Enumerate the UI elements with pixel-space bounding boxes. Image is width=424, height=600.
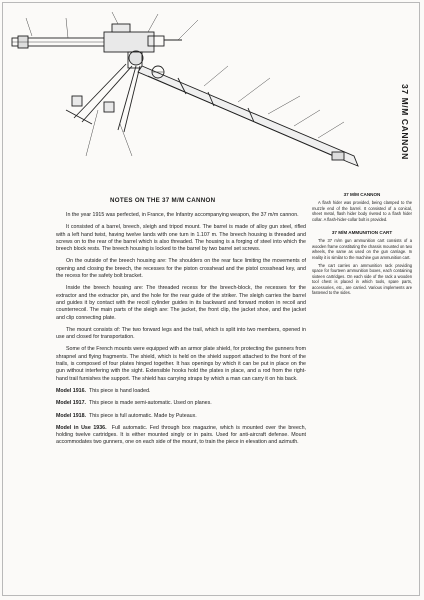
model-label: Model 1916.	[56, 387, 87, 394]
model-entry	[56, 425, 306, 447]
model-label: Model 1918.	[56, 412, 87, 419]
model-text: This piece is made semi-automatic. Used on planes.	[88, 400, 212, 407]
right-paragraph: A flash hider was provided, being clamped to the muzzle end of the barrel. It consisted of a conical, sheet metal, flash hider body riveted to a flash hider collar. A flash-hider-collar bolt is provided.	[312, 200, 412, 222]
notes-body	[56, 212, 306, 452]
notes-paragraph: Inside the breech housing are: The threaded recess for the breech-block, the recesses for the extractor and the extractor pin, and the hole for the rear guide of the striker. The sleigh carries the barrel and guides it by contact with the recoil cylinder guides in its backward and forward motion in recoil and counterrecoil. The main parts of the sleigh are: The jacket, the front clip, the jacket shoe, and the jacket and clip connecting plate.	[56, 285, 306, 321]
model-entry	[56, 388, 306, 395]
notes-paragraph: In the year 1915 was perfected, in France, the Infantry accompanying weapon, the 37 m/m cannon.	[66, 212, 299, 218]
cannon-technical-drawing	[8, 6, 368, 186]
notes-paragraph: The mount consists of: The two forward legs and the trail, which is split into two members, opened in use and closed for transportation.	[56, 326, 306, 341]
notes-paragraph: It consisted of a barrel, breech, sleigh and tripod mount. The barrel is made of alloy gun steel, rifled with a left hand twist, having twelve lands with one turn in 1.107 m. The breech housing is threaded and screws on to the rear of the barrel which is also threaded. The housing is a forging of steel into which the breech block rests. The breech housing is locked to the barrel by two barrel set screws.	[56, 224, 306, 253]
model-text: Full automatic. Fed through box magazine, which is mounted over the breech, holding twelve cartridges. It is either mounted singly or in pairs. Used for anti-aircraft defense. Mount accommodates two gunners, one on each side of the mount, to train the piece in elevation and azimuth.	[56, 424, 307, 446]
right-paragraph: The 37 m/m gun ammunition cart consists of a wooden frame constituting the chassis mounted on two wheels, the same as used on the gun carriage. In reality it is similar to the machine gun ammunition cart.	[312, 238, 412, 260]
model-label: Model in Use 1936.	[56, 424, 107, 431]
vertical-page-title: 37 M/M CANNON	[400, 84, 410, 160]
model-entry	[56, 413, 306, 420]
notes-paragraph: Some of the French mounts were equipped with an armor plate shield, for protecting the gunners from shrapnel and flying fragments. The shield, which is held on the shield support attached to the front of the trails, is composed of four plates hinged together. It has openings by which it can be put in place on the gun without interfering with the sight. Extensible hooks hold the plates in place, and a rod from the right-hand trail furnishes the support. The shield has carrying straps by which a man can carry it on his back.	[56, 346, 306, 382]
notes-title: NOTES ON THE 37 M/M CANNON	[110, 197, 216, 204]
right-paragraph: The cart carries an ammunition rack providing space for fourteen ammunition boxes, each containing sixteen cartridges. On each side of the rack a wooden tool chest is placed in which tools, spare parts, accessories, etc., are carried. Various implements are fastened to the sides.	[312, 263, 412, 296]
right-heading-cannon: 37 M/M CANNON	[343, 192, 381, 197]
model-text: This piece is hand loaded.	[88, 387, 151, 394]
right-column	[312, 192, 412, 299]
notes-paragraph: On the outside of the breech housing are: The shoulders on the rear face limiting the movements of opening and closing the breech, the recesses for the piston crosshead and the pistol crosshead key, and the recess for the safety bolt bracket.	[56, 258, 306, 280]
right-heading-cart: 37 M/M AMMUNITION CART	[331, 230, 393, 236]
model-text: This piece is full automatic. Made by Puteaux.	[88, 412, 197, 419]
model-entry	[56, 400, 306, 407]
model-label: Model 1917.	[56, 400, 87, 407]
